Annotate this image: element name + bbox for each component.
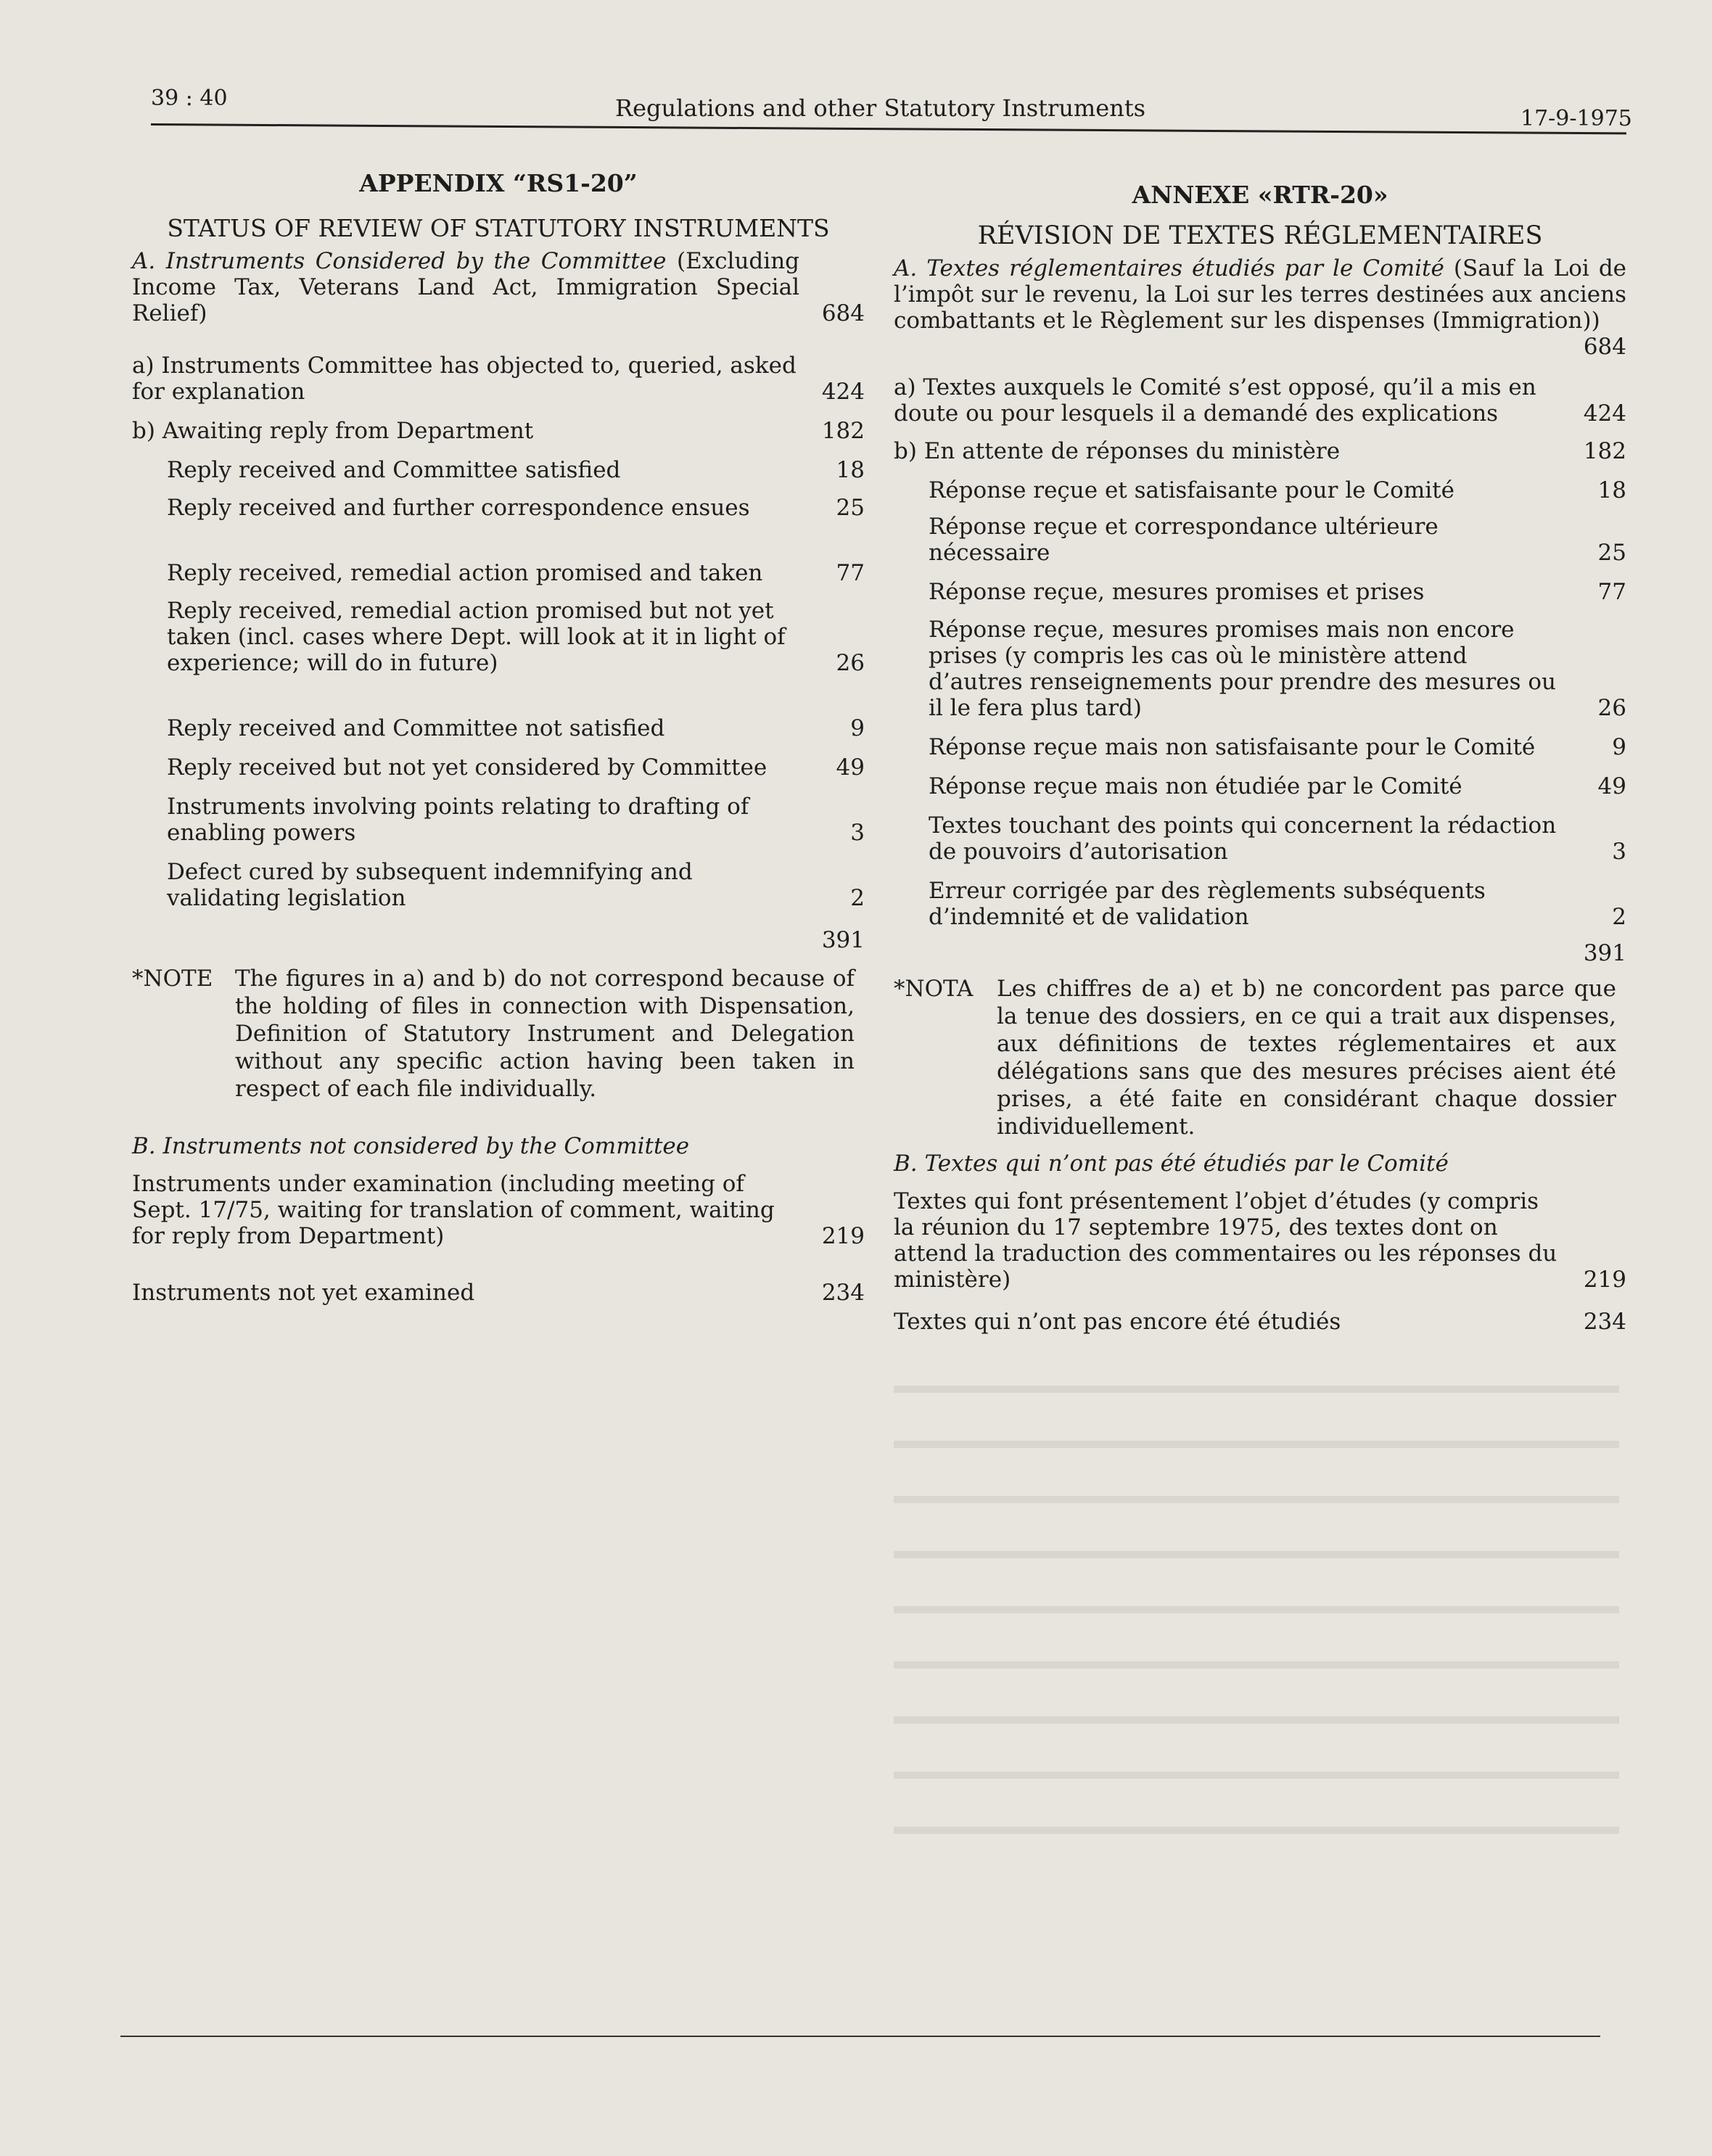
french-column (894, 168, 1626, 1335)
total-fr: 391 (1583, 940, 1626, 966)
section-a-value-fr: 684 (1583, 334, 1626, 360)
list-item: Réponse reçue et satisfaisante pour le Comité 18 (929, 477, 1626, 503)
item-value: 77 (836, 560, 865, 586)
item-value: 182 (821, 418, 865, 444)
item-value: 234 (821, 1280, 865, 1306)
item-value: 49 (1597, 773, 1626, 799)
running-title: Regulations and other Statutory Instruments (615, 94, 1146, 122)
item-value: 18 (836, 457, 865, 483)
item-value: 26 (836, 650, 865, 676)
list-item: Textes qui n’ont pas encore été étudiés 234 (894, 1309, 1626, 1335)
note-label-fr: *NOTA (894, 976, 974, 1002)
page-number: 39 : 40 (151, 86, 228, 111)
appendix-title-fr: ANNEXE «RTR-20» (1132, 181, 1388, 209)
total-en: 391 (821, 927, 865, 953)
list-item: Instruments not yet examined 234 (132, 1280, 865, 1306)
item-value: 424 (821, 379, 865, 405)
list-item: Réponse reçue et correspondance ultérieure nécessaire 25 (929, 514, 1626, 566)
section-a-rest-en: (Excluding Income Tax, Veterans Land Act, Immigration Special Relief) (132, 248, 800, 326)
list-item: Reply received and Committee not satisfied 9 (167, 715, 865, 741)
item-value: 219 (1583, 1267, 1626, 1293)
item-value: 49 (836, 754, 865, 781)
item-value: 25 (1597, 540, 1626, 566)
item-value: 424 (1583, 400, 1626, 427)
list-item: Defect cured by subsequent indemnifying and validating legislation 2 (167, 859, 865, 911)
header-rule (151, 123, 1626, 134)
list-item: a) Instruments Committee has objected to, queried, asked for explanation 424 (132, 353, 865, 405)
list-item: Textes qui font présentement l’objet d’études (y compris la réunion du 17 septembre 1975, des textes dont on attend la traduction des commentaires ou les réponses du ministère) 219 (894, 1188, 1626, 1293)
list-item: Reply received but not yet considered by Committee 49 (167, 754, 865, 781)
list-item: Reply received and further correspondence ensues 25 (167, 495, 865, 521)
list-item: Instruments under examination (including meeting of Sept. 17/75, waiting for translation of comment, waiting for reply from Department) 219 (132, 1171, 865, 1249)
appendix-title-en: APPENDIX “RS1-20” (359, 169, 638, 197)
section-a-value-en: 684 (821, 300, 865, 326)
item-value: 26 (1597, 695, 1626, 721)
section-a-rest-fr: (Sauf la Loi de l’impôt sur le revenu, la Loi sur les terres destinées aux anciens combattants et le Règlement sur les dispenses (Immigration)) (894, 255, 1627, 334)
list-item: Textes touchant des points qui concernent la rédaction de pouvoirs d’autorisation 3 (929, 812, 1626, 865)
note-label-en: *NOTE (132, 966, 213, 992)
item-value: 77 (1597, 579, 1626, 605)
list-item: Erreur corrigée par des règlements subséquents d’indemnité et de validation 2 (929, 878, 1626, 930)
list-item: Reply received and Committee satisfied 18 (167, 457, 865, 483)
item-value: 219 (821, 1223, 865, 1249)
item-value: 3 (1612, 839, 1626, 865)
list-item: b) Awaiting reply from Department 182 (132, 418, 865, 444)
footer-rule (120, 2036, 1600, 2037)
show-through-texture (894, 1364, 1619, 1872)
item-value: 2 (1612, 904, 1626, 930)
item-value: 18 (1597, 477, 1626, 503)
item-value: 25 (836, 495, 865, 521)
note-fr (894, 975, 1626, 1140)
section-a-label-en: A. Instruments Considered by the Committee (132, 248, 667, 274)
section-a-en (132, 248, 865, 326)
list-item: Réponse reçue mais non satisfaisante pour le Comité 9 (929, 734, 1626, 760)
item-value: 9 (1612, 734, 1626, 760)
section-a-label-fr: A. Textes réglementaires étudiés par le Comité (894, 255, 1444, 281)
list-item: Instruments involving points relating to drafting of enabling powers 3 (167, 794, 865, 846)
subtitle-fr: RÉVISION DE TEXTES RÉGLEMENTAIRES (977, 221, 1543, 250)
item-value: 2 (850, 885, 865, 911)
item-value: 3 (850, 820, 865, 846)
section-b-title-fr: B. Textes qui n’ont pas été étudiés par le Comité (894, 1151, 1449, 1177)
section-b-title-en: B. Instruments not considered by the Committee (132, 1133, 690, 1159)
list-item: Reply received, remedial action promised but not yet taken (incl. cases where Dept. will look at it in light of experience; will do in future) 26 (167, 598, 865, 676)
section-a-fr (894, 255, 1626, 360)
list-item: b) En attente de réponses du ministère 182 (894, 438, 1626, 464)
list-item: Réponse reçue mais non étudiée par le Comité 49 (929, 773, 1626, 799)
note-en (132, 965, 865, 1103)
item-value: 9 (850, 715, 865, 741)
note-text-fr: Les chiffres de a) et b) ne concordent pas parce que la tenue des dossiers, en ce qui a trait aux dispenses, aux définitions de textes réglementaires et aux délégations sans que des mesures précises aient été prises, a été faite en considérant chaque dossier individuellement. (997, 976, 1616, 1140)
list-item: Reply received, remedial action promised and taken 77 (167, 560, 865, 586)
header-date: 17-9-1975 (1520, 106, 1632, 131)
list-item: Réponse reçue, mesures promises mais non encore prises (y compris les cas où le ministère attend d’autres renseignements pour prendre des mesures ou il le fera plus tard) 26 (929, 617, 1626, 721)
list-item: a) Textes auxquels le Comité s’est opposé, qu’il a mis en doute ou pour lesquels il a demandé des explications 424 (894, 374, 1626, 427)
english-column (132, 168, 865, 1306)
list-item: Réponse reçue, mesures promises et prises 77 (929, 579, 1626, 605)
item-value: 234 (1583, 1309, 1626, 1335)
subtitle-en: STATUS OF REVIEW OF STATUTORY INSTRUMENTS (167, 214, 830, 242)
note-text-en: The figures in a) and b) do not correspond because of the holding of files in connection with Dispensation, Definition of Statutory Instrument and Delegation without any specific action having been taken in respect of each file individually. (235, 966, 855, 1102)
item-value: 182 (1583, 438, 1626, 464)
